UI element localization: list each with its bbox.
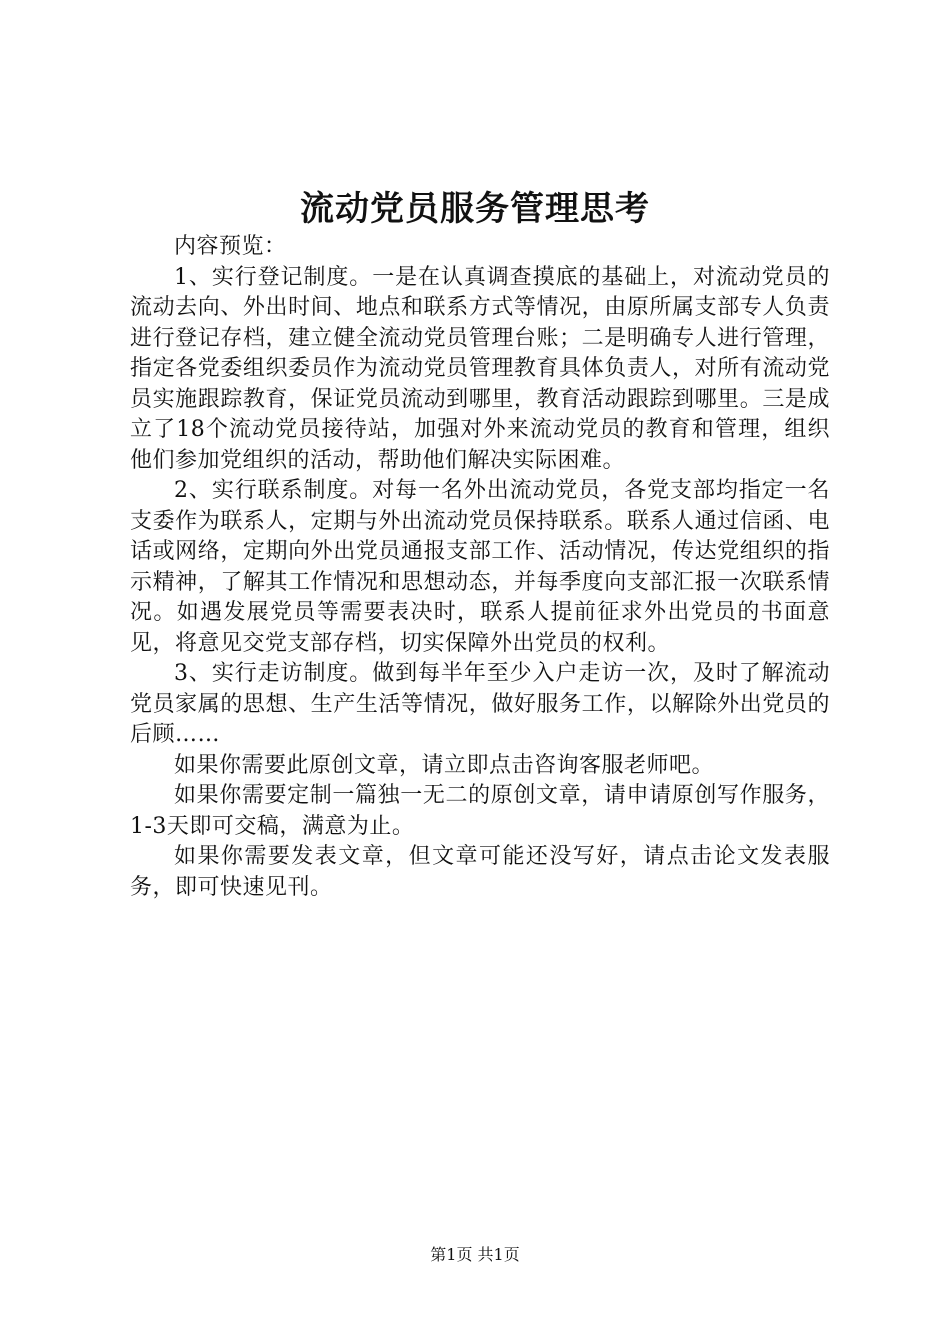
- paragraph-visit: 3、实行走访制度。做到每半年至少入户走访一次，及时了解流动党员家属的思想、生产生活等情况，做好服务工作，以解除外出党员的后顾……: [130, 661, 830, 747]
- preview-label: 内容预览：: [174, 234, 287, 259]
- paragraph-publication: 如果你需要发表文章，但文章可能还没写好，请点击论文发表服务，即可快速见刊。: [130, 844, 830, 900]
- page-number-footer: 第1页 共1页: [430, 1245, 520, 1264]
- paragraph-custom-writing: 如果你需要定制一篇独一无二的原创文章，请申请原创写作服务，1-3天即可交稿，满意为止。: [130, 783, 830, 839]
- document-title: 流动党员服务管理思考: [300, 189, 650, 229]
- paragraph-contact: 2、实行联系制度。对每一名外出流动党员，各党支部均指定一名支委作为联系人，定期与外出流动党员保持联系。联系人通过信函、电话或网络，定期向外出党员通报支部工作、活动情况，传达党组织的指示精神，了解其工作情况和思想动态，并每季度向支部汇报一次联系情况。如遇发展党员等需要表决时，联系人提前征求外出党员的书面意见，将意见交党支部存档，切实保障外出党员的权利。: [130, 478, 830, 656]
- document-body: [130, 232, 830, 903]
- paragraph-consult: 如果你需要此原创文章，请立即点击咨询客服老师吧。: [174, 752, 715, 778]
- paragraph-registration: 1、实行登记制度。一是在认真调查摸底的基础上，对流动党员的流动去向、外出时间、地点和联系方式等情况，由原所属支部专人负责进行登记存档，建立健全流动党员管理台账；二是明确专人进行管理，指定各党委组织委员作为流动党员管理教育具体负责人，对所有流动党员实施跟踪教育，保证党员流动到哪里，教育活动跟踪到哪里。三是成立了18个流动党员接待站，加强对外来流动党员的教育和管理，组织他们参加党组织的活动，帮助他们解决实际困难。: [130, 264, 830, 473]
